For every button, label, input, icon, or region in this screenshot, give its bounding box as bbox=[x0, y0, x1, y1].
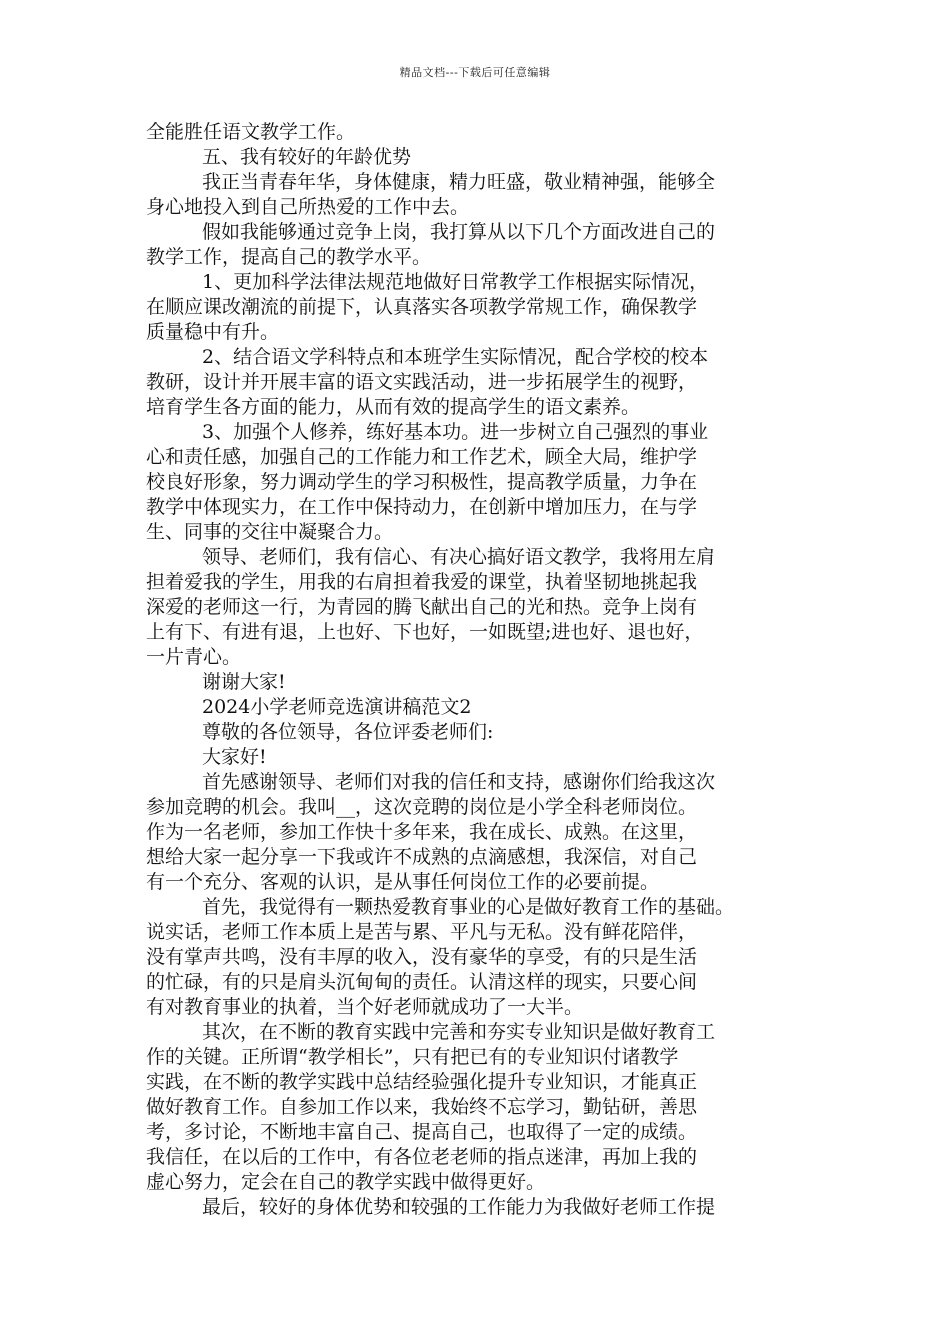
text-line: 在顺应课改潮流的前提下，认真落实各项教学常规工作，确保教学 bbox=[146, 296, 698, 318]
text-line: 五、我有较好的年龄优势 bbox=[202, 146, 412, 168]
document-body bbox=[146, 120, 810, 1220]
text-line: 1、更加科学法律法规范地做好日常教学工作根据实际情况， bbox=[202, 271, 709, 293]
text-line: 教学中体现实力，在工作中保持动力，在创新中增加压力，在与学 bbox=[146, 496, 698, 518]
text-line: 生、同事的交往中凝聚合力。 bbox=[146, 521, 394, 543]
text-line: 一片青心。 bbox=[146, 646, 242, 668]
text-line: 作为一名老师，参加工作快十多年来，我在成长、成熟。在这里， bbox=[146, 821, 698, 843]
text-line: 3、加强个人修养，练好基本功。进一步树立自己强烈的事业 bbox=[202, 421, 709, 443]
text-line: 尊敬的各位领导，各位评委老师们: bbox=[202, 721, 494, 743]
text-line: 上有下、有进有退，上也好、下也好，一如既望;进也好、退也好， bbox=[146, 621, 704, 643]
text-line: 质量稳中有升。 bbox=[146, 321, 280, 343]
text-line: 说实话，老师工作本质上是苦与累、平凡与无私。没有鲜花陪伴， bbox=[146, 921, 698, 943]
text-line: 我正当青春年华，身体健康，精力旺盛，敬业精神强，能够全 bbox=[202, 171, 716, 193]
text-line: 深爱的老师这一行，为青园的腾飞献出自己的光和热。竞争上岗有 bbox=[146, 596, 698, 618]
text-line: 教研，设计并开展丰富的语文实践活动，进一步拓展学生的视野， bbox=[146, 371, 698, 393]
text-line: 担着爱我的学生，用我的右肩担着我爱的课堂，执着坚韧地挑起我 bbox=[146, 571, 698, 593]
text-line: 的忙碌，有的只是肩头沉甸甸的责任。认清这样的现实，只要心间 bbox=[146, 971, 698, 993]
page-header: 精品文档---下载后可任意编辑 bbox=[399, 66, 551, 79]
text-line: 首先，我觉得有一颗热爱教育事业的心是做好教育工作的基础。 bbox=[202, 896, 735, 918]
text-line: 有一个充分、客观的认识，是从事任何岗位工作的必要前提。 bbox=[146, 871, 660, 893]
text-line: 身心地投入到自己所热爱的工作中去。 bbox=[146, 196, 470, 218]
text-line: 大家好! bbox=[202, 746, 267, 768]
text-line: 领导、老师们，我有信心、有决心搞好语文教学，我将用左肩 bbox=[202, 546, 716, 568]
text-line: 心和责任感，加强自己的工作能力和工作艺术，顾全大局，维护学 bbox=[146, 446, 698, 468]
text-line: 实践，在不断的教学实践中总结经验强化提升专业知识，才能真正 bbox=[146, 1071, 698, 1093]
text-line: 2、结合语文学科特点和本班学生实际情况，配合学校的校本 bbox=[202, 346, 709, 368]
text-line: 做好教育工作。自参加工作以来，我始终不忘学习，勤钻研，善思 bbox=[146, 1096, 698, 1118]
text-line: 2024小学老师竞选演讲稿范文2 bbox=[202, 696, 472, 718]
text-line: 培育学生各方面的能力，从而有效的提高学生的语文素养。 bbox=[146, 396, 641, 418]
text-line: 首先感谢领导、老师们对我的信任和支持，感谢你们给我这次 bbox=[202, 771, 716, 793]
text-line: 虚心努力，定会在自己的教学实践中做得更好。 bbox=[146, 1171, 546, 1193]
text-line: 作的关键。正所谓“教学相长”，只有把已有的专业知识付诸教学 bbox=[146, 1046, 679, 1068]
text-line: 考，多讨论，不断地丰富自己、提高自己，也取得了一定的成绩。 bbox=[146, 1121, 698, 1143]
text-line: 校良好形象，努力调动学生的学习积极性，提高教学质量，力争在 bbox=[146, 471, 698, 493]
text-line: 想给大家一起分享一下我或许不成熟的点滴感想，我深信，对自己 bbox=[146, 846, 698, 868]
text-line: 没有掌声共鸣，没有丰厚的收入，没有豪华的享受，有的只是生活 bbox=[146, 946, 698, 968]
text-line: 最后，较好的身体优势和较强的工作能力为我做好老师工作提 bbox=[202, 1196, 716, 1218]
text-line: 我信任，在以后的工作中，有各位老老师的指点迷津，再加上我的 bbox=[146, 1146, 698, 1168]
text-line: 谢谢大家! bbox=[202, 671, 286, 693]
text-line: 有对教育事业的执着，当个好老师就成功了一大半。 bbox=[146, 996, 584, 1018]
text-line: 参加竞聘的机会。我叫__，这次竞聘的岗位是小学全科老师岗位。 bbox=[146, 796, 698, 818]
text-line: 教学工作，提高自己的教学水平。 bbox=[146, 246, 432, 268]
text-line: 全能胜任语文教学工作。 bbox=[146, 121, 356, 143]
text-line: 假如我能够通过竞争上岗，我打算从以下几个方面改进自己的 bbox=[202, 221, 716, 243]
text-line: 其次，在不断的教育实践中完善和夯实专业知识是做好教育工 bbox=[202, 1021, 716, 1043]
